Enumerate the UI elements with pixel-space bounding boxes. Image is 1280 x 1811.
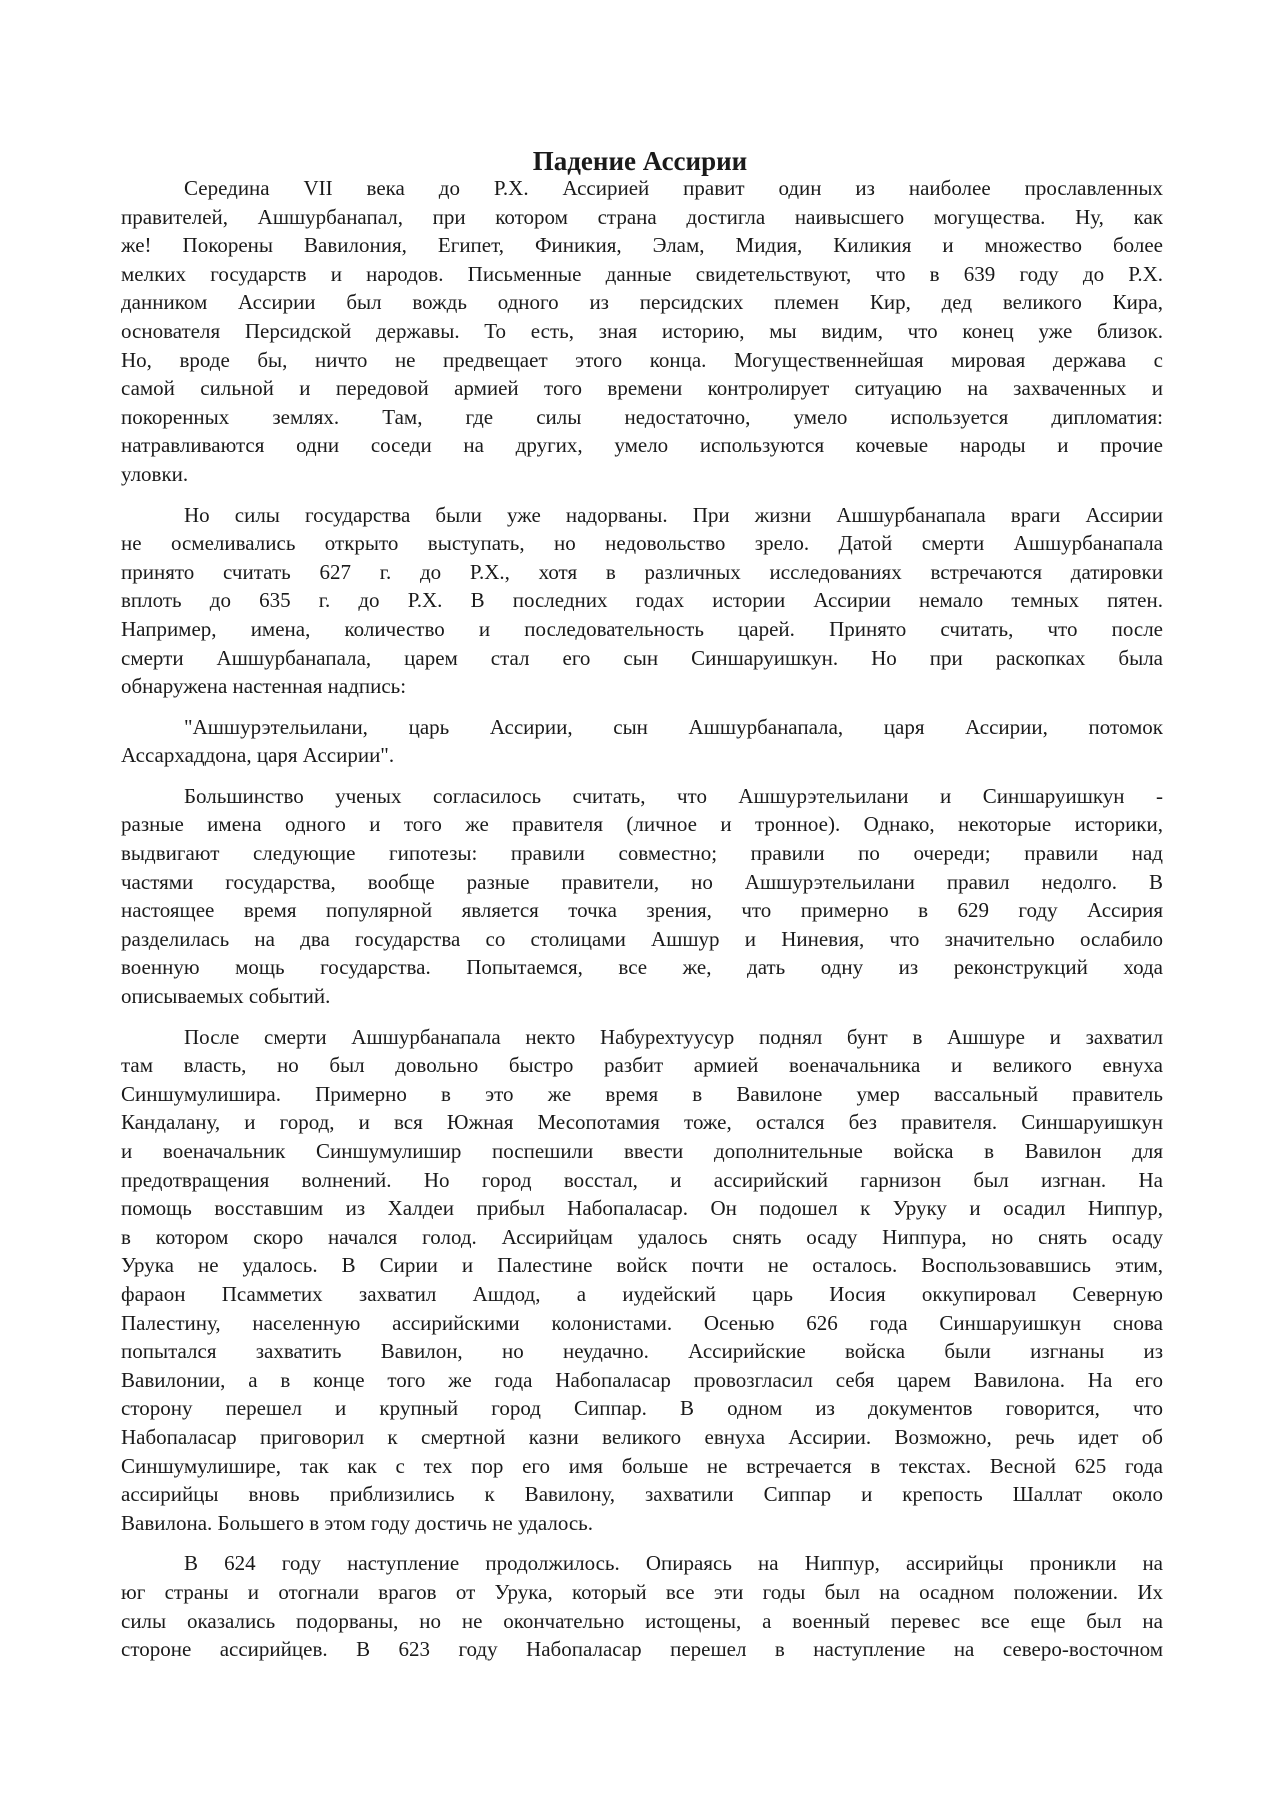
paragraph	[121, 501, 1163, 701]
text-line: Вавилона. Большего в этом году достичь не удалось.	[121, 1510, 593, 1535]
text-line: смерти Ашшурбанапала, царем стал его сын Синшаруишкун. Но при раскопках была	[121, 645, 1163, 670]
text-line: В 624 году наступление продолжилось. Опираясь на Ниппур, ассирийцы проникли на	[184, 1551, 1163, 1576]
text-line: Но, вроде бы, ничто не предвещает этого конца. Могущественнейшая мировая держава с	[121, 347, 1163, 372]
text-line: данником Ассирии был вождь одного из персидских племен Кир, дед великого Кира,	[121, 290, 1163, 315]
text-line: принято считать 627 г. до Р.Х., хотя в различных исследованиях встречаются датировки	[121, 559, 1163, 584]
text-line: самой сильной и передовой армией того времени контролирует ситуацию на захваченных и	[121, 376, 1163, 401]
text-line: натравливаются одни соседи на других, умело используются кочевые народы и прочие	[121, 433, 1163, 458]
text-line: военную мощь государства. Попытаемся, все же, дать одну из реконструкций хода	[121, 955, 1163, 980]
text-line: обнаружена настенная надпись:	[121, 674, 407, 699]
text-line: Но силы государства были уже надорваны. При жизни Ашшурбанапала враги Ассирии	[184, 502, 1163, 527]
document-body	[121, 174, 1163, 1676]
text-line: фараон Псамметих захватил Ашдод, а иудейский царь Иосия оккупировал Северную	[121, 1281, 1163, 1306]
text-line: Кандалану, и город, и вся Южная Месопотамия тоже, остался без правителя. Синшаруишкун	[121, 1110, 1163, 1135]
text-line: Вавилонии, а в конце того же года Набопаласар провозгласил себя царем Вавилона. На его	[121, 1367, 1163, 1392]
text-line: не осмеливались открыто выступать, но недовольство зрело. Датой смерти Ашшурбанапала	[121, 531, 1163, 556]
text-line: юг страны и отогнали врагов от Урука, который все эти годы был на осадном положении. Их	[121, 1579, 1163, 1604]
text-line: После смерти Ашшурбанапала некто Набурехтуусур поднял бунт в Ашшуре и захватил	[184, 1024, 1163, 1049]
paragraph	[121, 782, 1163, 1011]
text-line: помощь восставшим из Халдеи прибыл Набопаласар. Он подошел к Уруку и осадил Ниппур,	[121, 1196, 1163, 1221]
text-line: вплоть до 635 г. до Р.Х. В последних годах истории Ассирии немало темных пятен.	[121, 588, 1163, 613]
text-line: ассирийцы вновь приблизились к Вавилону, захватили Сиппар и крепость Шаллат около	[121, 1482, 1163, 1507]
paragraph	[121, 1549, 1163, 1663]
text-line: мелких государств и народов. Письменные данные свидетельствуют, что в 639 году до Р.Х.	[121, 261, 1163, 286]
text-line: Большинство ученых согласилось считать, что Ашшурэтельилани и Синшаруишкун -	[184, 783, 1163, 808]
text-line: выдвигают следующие гипотезы: правили совместно; правили по очереди; правили над	[121, 841, 1163, 866]
text-line: же! Покорены Вавилония, Египет, Финикия, Элам, Мидия, Киликия и множество более	[121, 233, 1163, 258]
text-line: и военачальник Синшумулишир поспешили ввести дополнительные войска в Вавилон для	[121, 1139, 1163, 1163]
text-line: силы оказались подорваны, но не окончательно истощены, а военный перевес все еще был на	[121, 1608, 1163, 1633]
text-line: правителей, Ашшурбанапал, при котором страна достигла наивысшего могущества. Ну, как	[121, 204, 1163, 229]
text-line: Синшумулишире, так как с тех пор его имя больше не встречается в текстах. Весной 625 года	[121, 1453, 1163, 1478]
text-line: попытался захватить Вавилон, но неудачно. Ассирийские войска были изгнаны из	[121, 1339, 1163, 1364]
text-line: настоящее время популярной является точка зрения, что примерно в 629 году Ассирия	[121, 898, 1163, 923]
text-line: покоренных землях. Там, где силы недостаточно, умело используется дипломатия:	[121, 404, 1163, 429]
text-line: сторону перешел и крупный город Сиппар. В одном из документов говорится, что	[121, 1396, 1163, 1421]
document-title: Падение Ассирии	[532, 146, 748, 177]
text-line: основателя Персидской державы. То есть, зная историю, мы видим, что конец уже близок.	[121, 318, 1163, 343]
text-line: Середина VII века до Р.Х. Ассирией правит один из наиболее прославленных	[184, 176, 1163, 200]
text-line: предотвращения волнений. Но город восстал, и ассирийский гарнизон был изгнан. На	[121, 1167, 1163, 1192]
text-line: стороне ассирийцев. В 623 году Набопаласар перешел в наступление на северо-восточном	[121, 1637, 1163, 1662]
quote-paragraph	[121, 713, 1163, 770]
text-line: Урука не удалось. В Сирии и Палестине войск почти не осталось. Воспользовавшись этим,	[121, 1253, 1163, 1278]
text-line: частями государства, вообще разные правители, но Ашшурэтельилани правил недолго. В	[121, 869, 1163, 894]
text-line: Например, имена, количество и последовательность царей. Принято считать, что после	[121, 616, 1163, 641]
text-line: в котором скоро начался голод. Ассирийцам удалось снять осаду Ниппура, но снять осаду	[121, 1224, 1163, 1249]
text-line: уловки.	[121, 461, 189, 486]
text-line: Набопаласар приговорил к смертной казни великого евнуха Ассирии. Возможно, речь идет об	[121, 1424, 1163, 1449]
text-line: разные имена одного и того же правителя (личное и тронное). Однако, некоторые историки,	[121, 812, 1163, 837]
text-line: Синшумулишира. Примерно в это же время в Вавилоне умер вассальный правитель	[121, 1081, 1163, 1106]
paragraph	[121, 174, 1163, 489]
text-line: "Ашшурэтельилани, царь Ассирии, сын Ашшурбанапала, царя Ассирии, потомок	[184, 714, 1163, 739]
text-line: Ассархаддона, царя Ассирии".	[121, 743, 395, 768]
paragraph	[121, 1023, 1163, 1538]
text-line: разделилась на два государства со столицами Ашшур и Ниневия, что значительно ослабило	[121, 926, 1163, 951]
text-line: описываемых событий.	[121, 984, 331, 1009]
text-line: там власть, но был довольно быстро разбит армией военачальника и великого евнуха	[121, 1053, 1163, 1078]
text-line: Палестину, населенную ассирийскими колонистами. Осенью 626 года Синшаруишкун снова	[121, 1310, 1163, 1335]
